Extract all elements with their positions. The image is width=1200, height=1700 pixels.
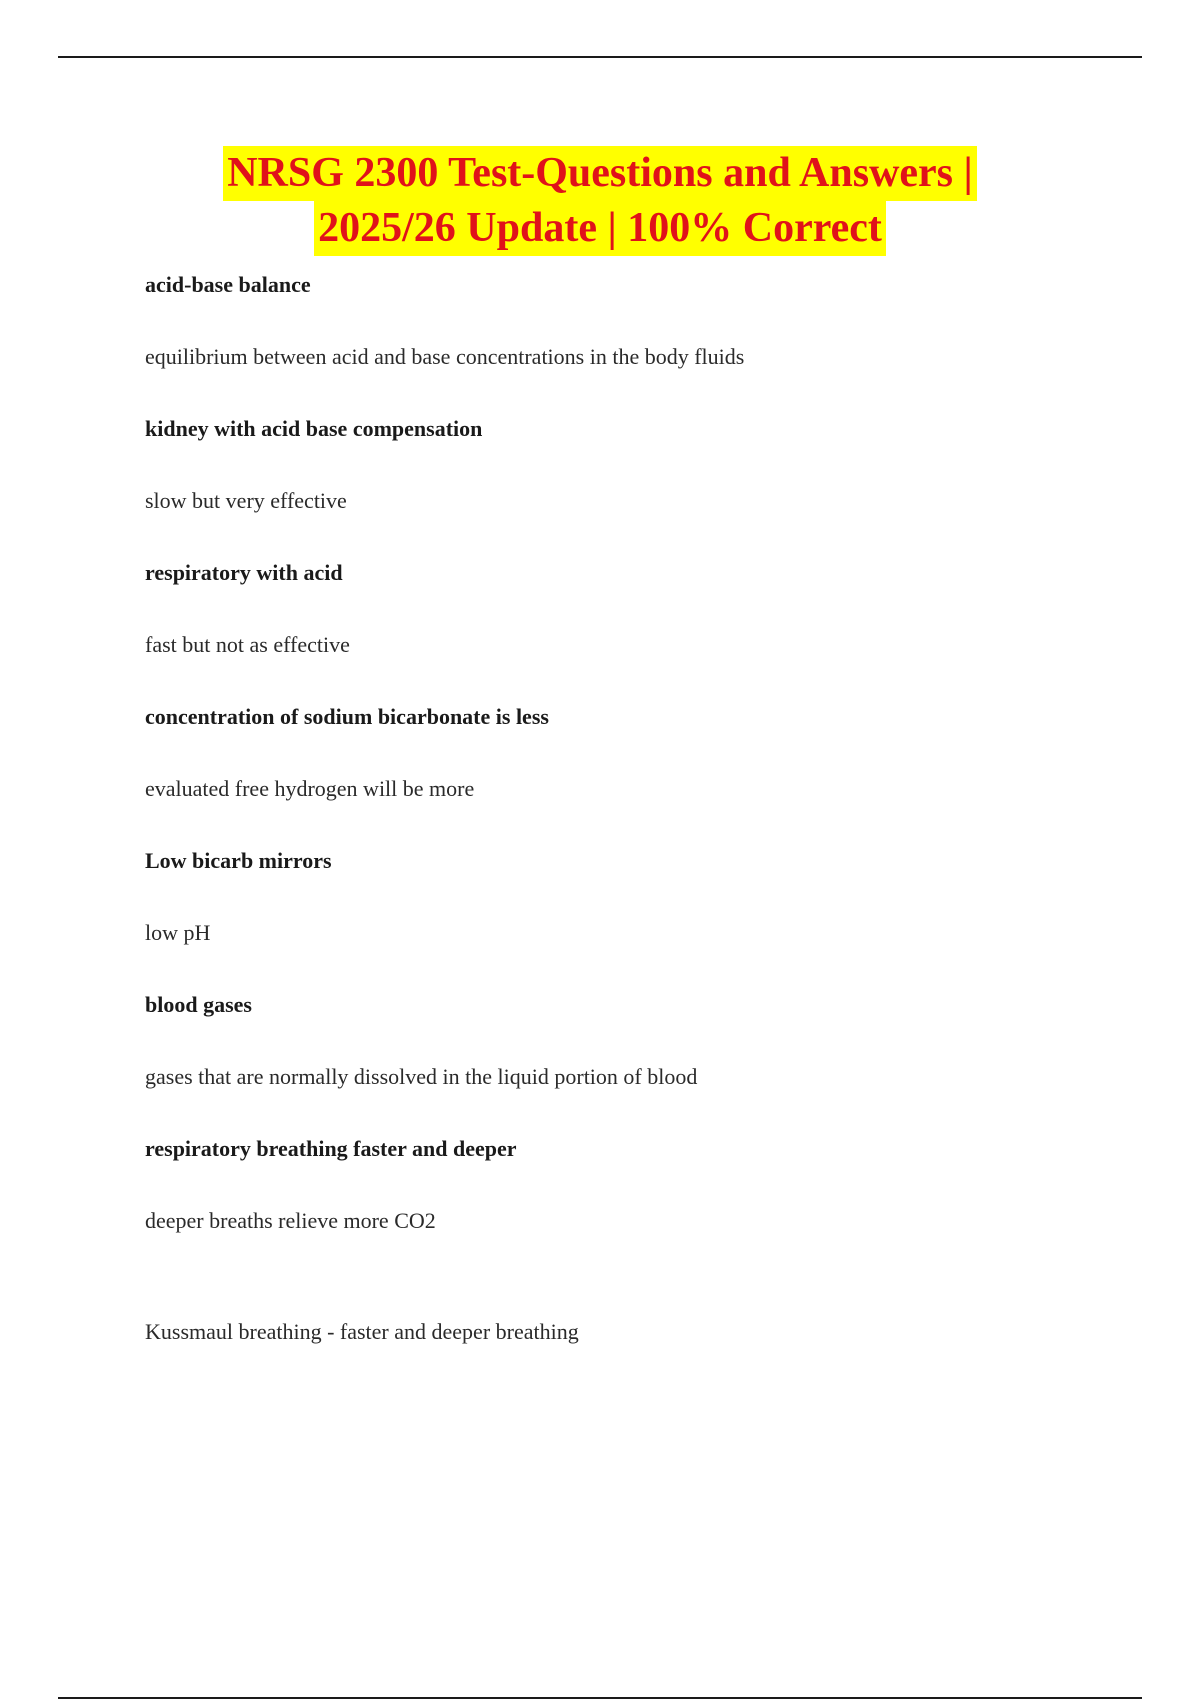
definition: gases that are normally dissolved in the liquid portion of blood (145, 1064, 698, 1089)
term: blood gases (145, 992, 252, 1017)
definition: evaluated free hydrogen will be more (145, 776, 475, 801)
term: respiratory with acid (145, 560, 343, 585)
extra-definition-line: Kussmaul breathing - faster and deeper breathing (145, 1319, 579, 1344)
top-rule (58, 56, 1142, 58)
term: acid-base balance (145, 272, 311, 297)
title-line-1: NRSG 2300 Test-Questions and Answers | (223, 146, 977, 201)
term: respiratory breathing faster and deeper (145, 1136, 517, 1161)
definition: fast but not as effective (145, 632, 350, 657)
qa-list (145, 270, 1105, 1278)
title-line-2: 2025/26 Update | 100% Correct (314, 201, 886, 256)
term: kidney with acid base compensation (145, 416, 483, 441)
definition: deeper breaths relieve more CO2 (145, 1208, 436, 1233)
qa-item (145, 990, 1105, 1092)
qa-item (145, 702, 1105, 804)
definition: equilibrium between acid and base concentrations in the body fluids (145, 344, 745, 369)
qa-item (145, 414, 1105, 516)
qa-item (145, 270, 1105, 372)
definition: low pH (145, 920, 211, 945)
page-title (0, 146, 1200, 256)
bottom-rule (58, 1697, 1142, 1699)
qa-item (145, 1134, 1105, 1236)
definition: slow but very effective (145, 488, 347, 513)
term: concentration of sodium bicarbonate is less (145, 704, 549, 729)
qa-item (145, 558, 1105, 660)
qa-item (145, 846, 1105, 948)
term: Low bicarb mirrors (145, 848, 332, 873)
